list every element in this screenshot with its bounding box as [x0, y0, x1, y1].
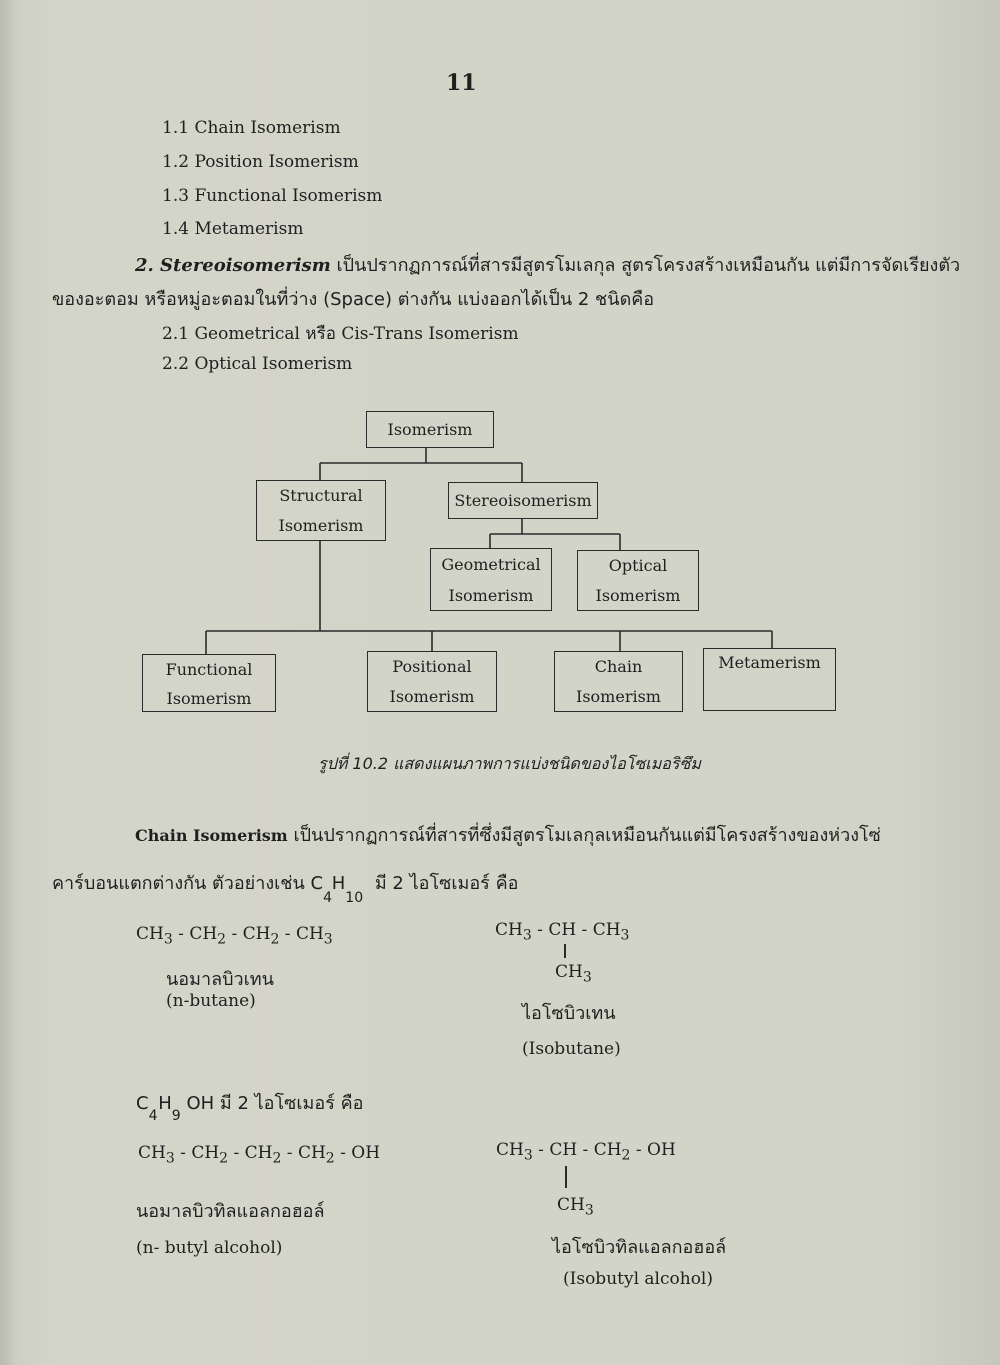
formula-sub: 3: [522, 927, 532, 944]
n-butane-formula: [136, 924, 333, 947]
isobutanol-thai: ไอโซบิวทิลแอลกอฮอล์: [552, 1237, 727, 1258]
box-stereo-label: Stereoisomerism: [454, 491, 592, 510]
formula-part: CH: [138, 1143, 166, 1163]
box-geometrical-label-1: Geometrical: [441, 555, 541, 574]
formula-part: - CH: [178, 924, 218, 944]
formula-part: - CH: [231, 924, 271, 944]
formula-part: - CH - CH: [538, 1140, 622, 1160]
chain-sub-4: 4: [323, 889, 332, 906]
formula-part: - CH: [233, 1143, 273, 1163]
formula-sub: 3: [620, 927, 630, 944]
formula-sub: 2: [219, 1150, 229, 1167]
chain-line2-post: มี 2 ไอโซเมอร์ คือ: [374, 873, 519, 894]
formula-part: - CH - CH: [537, 920, 621, 940]
isobutanol-branch: [557, 1195, 594, 1218]
page-number: 11: [446, 70, 477, 96]
box-functional-isomerism: [142, 654, 276, 712]
list-item-optical: 2.2 Optical Isomerism: [162, 354, 353, 374]
formula-sub: 2: [272, 1150, 282, 1167]
formula-sub: 3: [523, 1147, 533, 1164]
formula-part: CH: [495, 920, 523, 940]
box-isomerism-label: Isomerism: [387, 420, 473, 439]
list-item-position: 1.2 Position Isomerism: [162, 152, 359, 172]
formula-part: - OH: [635, 1140, 676, 1160]
isobutane-branch: [555, 962, 592, 985]
formula-part: CH: [555, 962, 583, 982]
isobutanol-formula: [496, 1140, 676, 1163]
isobutanol-bond: [565, 1166, 567, 1188]
formula-sub: 9: [171, 1107, 181, 1124]
formula-sub: 4: [148, 1107, 158, 1124]
isobutane-formula: [495, 920, 629, 943]
n-butanol-thai: นอมาลบิวทิลแอลกอฮอล์: [136, 1201, 325, 1222]
chain-line2-h: H: [331, 873, 346, 894]
box-structural-label-2: Isomerism: [278, 516, 364, 535]
box-chain-isomerism: [554, 651, 683, 712]
box-optical-label-1: Optical: [608, 556, 668, 575]
figure-caption: รูปที่ 10.2 แสดงแผนภาพการแบ่งชนิดของไอโซเมอริซึม: [318, 754, 701, 773]
formula-sub: 2: [270, 931, 280, 948]
box-positional-label-1: Positional: [392, 657, 472, 676]
formula-sub: 2: [325, 1150, 335, 1167]
box-positional-label-2: Isomerism: [389, 687, 475, 706]
box-metamerism: [703, 648, 836, 711]
formula-part: - CH: [180, 1143, 220, 1163]
formula-part: C: [136, 1093, 149, 1114]
chain-paragraph-line2: [52, 868, 519, 906]
chain-line1: เป็นปรากฏการณ์ที่สารที่ซึ่งมีสูตรโมเลกุลเหมือนกันแต่มีโครงสร้างของห่วงโซ่: [293, 825, 881, 846]
box-geometrical-label-2: Isomerism: [448, 586, 534, 605]
n-butane-thai: นอมาลบิวเทน: [166, 969, 274, 990]
formula-part: - CH: [284, 924, 324, 944]
butanol-intro: [136, 1088, 368, 1124]
formula-part: H: [158, 1093, 172, 1114]
chain-paragraph-line1: [135, 820, 881, 849]
formula-part: CH: [557, 1195, 585, 1215]
box-structural-isomerism: [256, 480, 386, 541]
box-optical-isomerism: [577, 550, 699, 611]
stereo-line1: เป็นปรากฏการณ์ที่สารมีสูตรโมเลกุล สูตรโครงสร้างเหมือนกัน แต่มีการจัดเรียงตัว: [336, 255, 961, 276]
stereo-line2: ของอะตอม หรือหมู่อะตอมในที่ว่าง (Space) ต่างกัน แบ่งออกได้เป็น 2 ชนิดคือ: [52, 289, 655, 310]
formula-part: - OH: [340, 1143, 381, 1163]
box-structural-label-1: Structural: [279, 486, 363, 505]
isobutane-thai: ไอโซบิวเทน: [522, 1003, 616, 1024]
chain-term: Chain Isomerism: [135, 826, 288, 845]
n-butanol-formula: [138, 1143, 380, 1166]
formula-sub: 2: [621, 1147, 631, 1164]
box-metamerism-label: Metamerism: [718, 653, 821, 672]
formula-sub: 3: [323, 931, 333, 948]
box-chain-label-1: Chain: [594, 657, 643, 676]
list-item-geometrical: 2.1 Geometrical หรือ Cis-Trans Isomerism: [162, 324, 519, 344]
box-functional-label-1: Functional: [165, 660, 253, 679]
n-butane-name: (n-butane): [166, 991, 256, 1011]
formula-part: CH: [496, 1140, 524, 1160]
stereo-term: 2. Stereoisomerism: [135, 255, 331, 276]
list-item-functional: 1.3 Functional Isomerism: [162, 186, 383, 206]
formula-part: - CH: [286, 1143, 326, 1163]
formula-part: CH: [136, 924, 164, 944]
box-isomerism: [366, 411, 494, 448]
isobutanol-name: (Isobutyl alcohol): [563, 1269, 713, 1289]
chain-line2-pre: คาร์บอนแตกต่างกัน ตัวอย่างเช่น C: [52, 873, 324, 894]
isobutane-bond: [564, 944, 566, 958]
box-stereoisomerism: [448, 482, 598, 519]
chain-sub-10: 10: [345, 889, 364, 906]
n-butanol-name: (n- butyl alcohol): [136, 1238, 283, 1258]
box-functional-label-2: Isomerism: [166, 689, 252, 708]
list-item-metamerism: 1.4 Metamerism: [162, 219, 304, 239]
box-geometrical-isomerism: [430, 548, 552, 611]
list-item-chain: 1.1 Chain Isomerism: [162, 118, 341, 138]
box-positional-isomerism: [367, 651, 497, 712]
formula-part: OH มี 2 ไอโซเมอร์ คือ: [186, 1093, 364, 1114]
formula-sub: 2: [217, 931, 227, 948]
box-chain-label-2: Isomerism: [576, 687, 661, 706]
box-optical-label-2: Isomerism: [595, 586, 681, 605]
formula-sub: 3: [582, 969, 592, 986]
formula-sub: 3: [165, 1150, 175, 1167]
formula-sub: 3: [584, 1202, 594, 1219]
isobutane-name: (Isobutane): [522, 1039, 621, 1059]
formula-sub: 3: [163, 931, 173, 948]
